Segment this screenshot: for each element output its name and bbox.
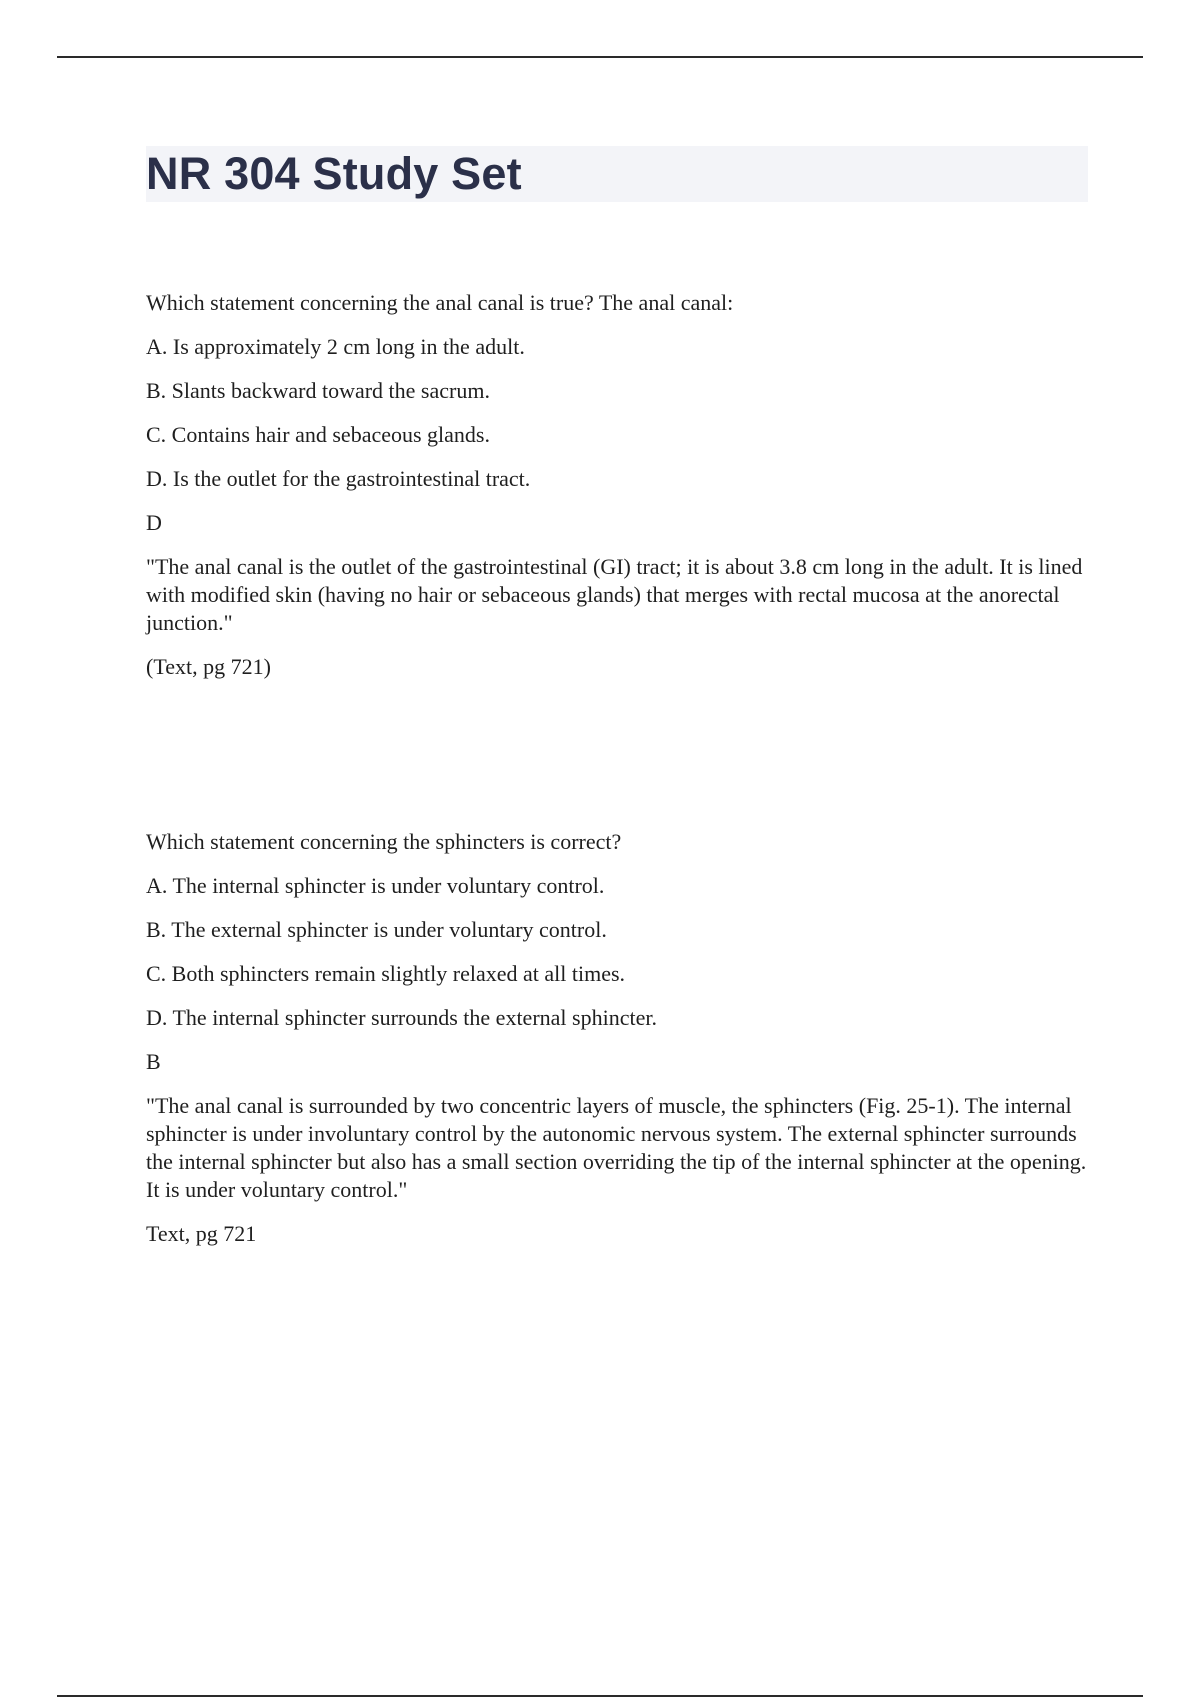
option-c: C. Contains hair and sebaceous glands. xyxy=(146,422,490,447)
question-block-2 xyxy=(146,828,1096,1264)
option-c: C. Both sphincters remain slightly relaxed at all times. xyxy=(146,961,626,986)
bottom-rule xyxy=(57,1695,1143,1697)
option-a: A. The internal sphincter is under voluntary control. xyxy=(146,873,605,898)
answer-key: B xyxy=(146,1049,161,1074)
source-reference: Text, pg 721 xyxy=(146,1221,257,1246)
question-block-1 xyxy=(146,289,1096,697)
option-a: A. Is approximately 2 cm long in the adult. xyxy=(146,334,525,359)
explanation: "The anal canal is surrounded by two concentric layers of muscle, the sphincters (Fig. 25-1). The internal sphincter is under involuntary control by the autonomic nervous system. The external sphincter surrounds the internal sphincter but also has a small section overriding the tip of the internal sphincter at the opening. It is under voluntary control." xyxy=(146,1093,1087,1202)
page-title: NR 304 Study Set xyxy=(146,148,522,199)
option-b: B. Slants backward toward the sacrum. xyxy=(146,378,490,403)
explanation: "The anal canal is the outlet of the gastrointestinal (GI) tract; it is about 3.8 cm long in the adult. It is lined with modified skin (having no hair or sebaceous glands) that merges with rectal mucosa at the anorectal junction." xyxy=(146,554,1083,635)
option-d: D. Is the outlet for the gastrointestinal tract. xyxy=(146,466,531,491)
question-text: Which statement concerning the sphincters is correct? xyxy=(146,829,622,854)
answer-key: D xyxy=(146,510,162,535)
option-d: D. The internal sphincter surrounds the external sphincter. xyxy=(146,1005,657,1030)
top-rule xyxy=(57,56,1143,58)
question-text: Which statement concerning the anal canal is true? The anal canal: xyxy=(146,290,734,315)
source-reference: (Text, pg 721) xyxy=(146,654,271,679)
option-b: B. The external sphincter is under voluntary control. xyxy=(146,917,607,942)
